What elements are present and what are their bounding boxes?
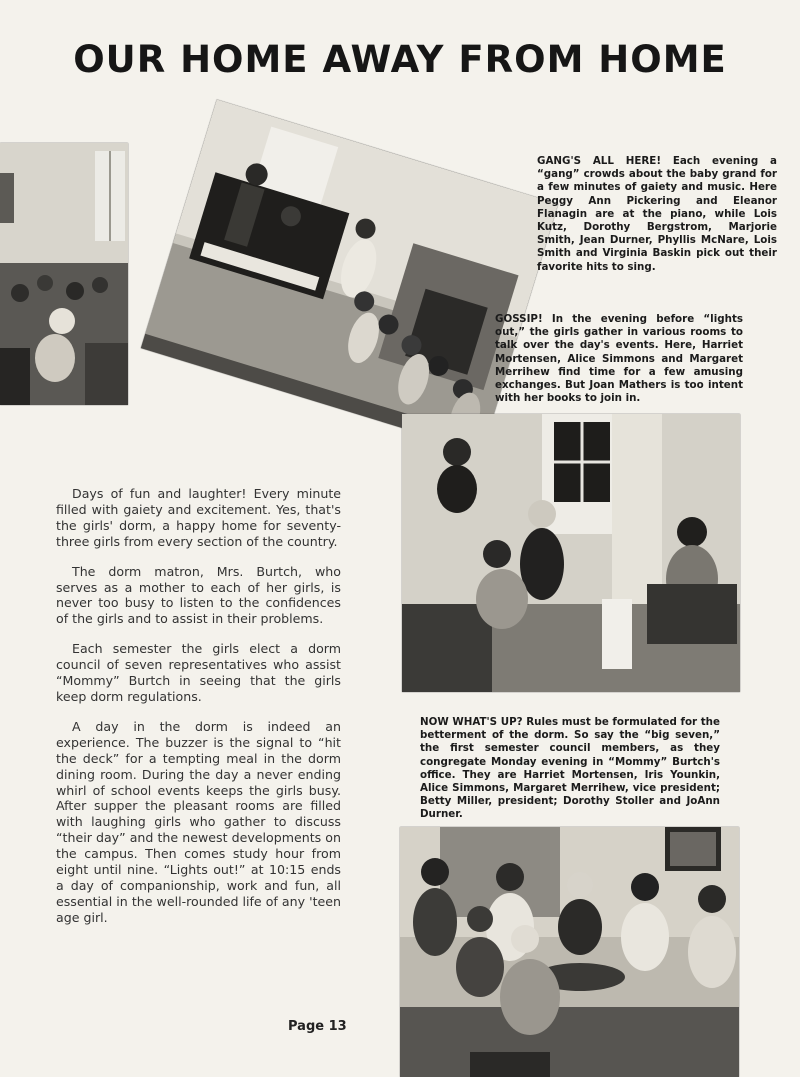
- body-paragraph-2: The dorm matron, Mrs. Burtch, who serves as a mother to each of her girls, is never too busy to listen to the confidences of the girls and to assist in their problems.: [56, 563, 341, 627]
- body-paragraph-3: Each semester the girls elect a dorm council of seven representatives who assist “Mommy” Burtch in seeing that the girls keep dorm regulations.: [56, 641, 341, 704]
- body-text: [56, 486, 341, 940]
- council-meeting-photo: [400, 827, 739, 1077]
- page-number: Page 13: [288, 1019, 347, 1034]
- gossip-room-photo: [402, 414, 740, 692]
- body-paragraph-1: Days of fun and laughter! Every minute filled with gaiety and excitement. Yes, that's the girls' dorm, a happy home for seventy-three girls from every section of the country.: [56, 486, 341, 549]
- page-title: OUR HOME AWAY FROM HOME: [73, 38, 727, 81]
- gang-caption: GANG'S ALL HERE! Each evening a “gang” crowds about the baby grand for a few minutes of gaiety and music. Here Peggy Ann Pickering and Eleanor Flanagin are at the piano, while Lois Kutz, Dorothy Bergstrom, Marjorie Smith, Jean Durner, Phyllis McNare, Lois Smith and Virginia Baskin pick out their favorite hits to sing.: [537, 155, 777, 273]
- gossip-caption: GOSSIP! In the evening before “lights out,” the girls gather in various rooms to talk over the day's events. Here, Harriet Mortensen, Alice Simmons and Margaret Merrihew find time for a few amusing exchanges. But Joan Mathers is too intent with her books to join in.: [495, 313, 743, 405]
- dining-room-photo: [0, 143, 128, 405]
- body-paragraph-4: A day in the dorm is indeed an experience. The buzzer is the signal to “hit the deck” for a tempting meal in the dorm dining room. During the day a never ending whirl of school events keeps the girls busy. After supper the pleasant rooms are filled with laughing girls who gather to discuss “their day” and the newest developments on the campus. Then comes study hour from eight until nine. “Lights out!” at 10:15 ends a day of companionship, work and fun, all essential in the well-rounded life of any 'teen age girl.: [56, 718, 341, 925]
- whats-up-caption: NOW WHAT'S UP? Rules must be formulated for the betterment of the dorm. So say the “big seven,” the first semester council members, as they congregate Monday evening in “Mommy” Burtch's office. They are Harriet Mortensen, Iris Younkin, Alice Simmons, Margaret Merrihew, vice president; Betty Miller, president; Dorothy Stoller and JoAnn Durner.: [420, 716, 720, 821]
